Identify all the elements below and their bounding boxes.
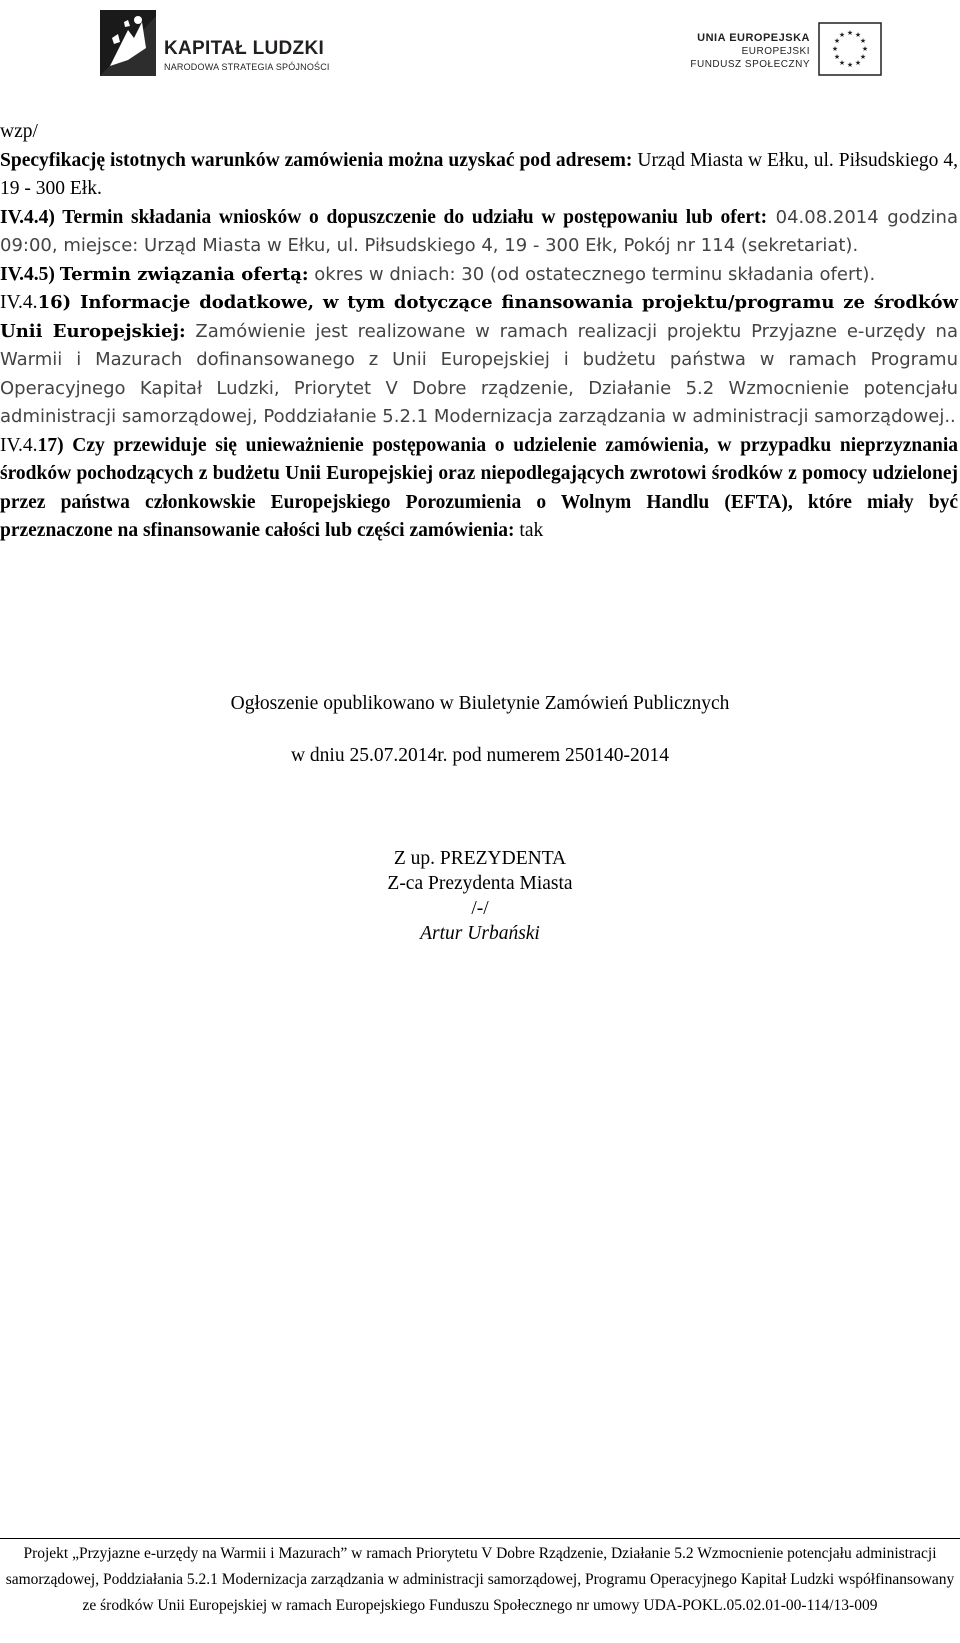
specification-heading: Specyfikację istotnych warunków zamówienia można uzyskać pod adresem: [0, 149, 633, 171]
paragraph-iv-4-5 [0, 261, 958, 290]
iv-4-16-prefix: IV.4. [0, 292, 38, 313]
iv-4-16-text: Zamówienie jest realizowane w ramach realizacji projektu Przyjazne e-urzędy na Warmii i Mazurach dofinansowanego z Unii Europejskiej i budżetu państwa w ramach Programu Operacyjnego Kapitał Ludzki, Priorytet V Dobre rządzenie, Działanie 5.2 Wzmocnienie potencjału administracji samorządowej, Poddziałanie 5.2.1 Modernizacja zarządzania w administracji samorządowej.. [0, 320, 958, 427]
svg-text:★: ★ [861, 45, 869, 53]
kapital-ludzki-subtitle: NARODOWA STRATEGIA SPÓJNOŚCI [164, 62, 330, 72]
iv-4-16-heading: 16) Informacje dodatkowe, w tym dotyczące finansowania projektu/programu ze środków Unii Europejskiej: [0, 292, 958, 342]
signature-name: Artur Urbański [420, 923, 540, 944]
svg-text:★: ★ [838, 59, 846, 67]
svg-text:★: ★ [854, 59, 862, 67]
signature-line-3: /-/ [471, 898, 489, 919]
kapital-ludzki-logo [98, 8, 338, 78]
svg-text:★: ★ [859, 53, 867, 61]
iv-4-17-heading: 17) Czy przewiduje się unieważnienie postępowania o udzielenie zamówienia, w przypadku nieprzyznania środków pochodzących z budżetu Unii Europejskiej oraz niepodlegających zwrotowi środków z pomocy udzielonej przez państwa członkowskie Europejskiego Porozumienia o Wolnym Handlu (EFTA), które miały być przeznaczone na sfinansowanie całości lub części zamówienia: [0, 434, 958, 541]
eu-flag-icon [818, 22, 882, 76]
iv-4-17-prefix: IV.4. [0, 434, 38, 456]
iv-4-5-heading: Termin związania ofertą: [59, 263, 309, 285]
ue-line-2: EUROPEJSKI [741, 46, 810, 57]
footer-text: Projekt „Przyjazne e-urzędy na Warmii i Mazurach” w ramach Priorytetu V Dobre Rządzenie, Działanie 5.2 Wzmocnienie potencjału administracji samorządowej, Poddziałania 5.2.1 Modernizacja zarządzania w administracji samorządowej, Programu Operacyjnego Kapitał Ludzki współfinansowany ze środków Unii Europejskiej w ramach Europejskiego Funduszu Społecznego nr umowy UDA-POKL.05.02.01-00-114/13-009 [5, 1545, 955, 1614]
signature-line-1: Z up. PREZYDENTA [393, 848, 567, 869]
ue-line-1: UNIA EUROPEJSKA [697, 32, 810, 44]
svg-text:★: ★ [859, 37, 867, 45]
iv-4-4-text: 04.08.2014 godzina 09:00, miejsce: Urząd Miasta w Ełku, ul. Piłsudskiego 4, 19 - 300 Ełk, Pokój nr 114 (sekretariat). [0, 206, 958, 256]
publication-line-2: w dniu 25.07.2014r. pod numerem 250140-2014 [290, 745, 670, 766]
iv-4-5-text: okres w dniach: 30 (od ostatecznego terminu składania ofert). [308, 263, 876, 285]
notice-body [0, 118, 958, 546]
page-footer [0, 1538, 960, 1619]
svg-text:★: ★ [838, 31, 846, 39]
svg-text:★: ★ [846, 29, 854, 37]
signature-line-2: Z-ca Prezydenta Miasta [387, 873, 573, 894]
paragraph-iv-4-16 [0, 289, 958, 432]
svg-text:★: ★ [833, 53, 841, 61]
svg-text:★: ★ [854, 31, 862, 39]
specification-address: Urząd Miasta w Ełku, ul. Piłsudskiego 4, 19 - 300 Ełk. [0, 149, 958, 199]
signature-block [0, 846, 960, 946]
iv-4-17-answer: tak [514, 520, 544, 541]
paragraph-iv-4-4 [0, 204, 958, 261]
svg-text:★: ★ [833, 37, 841, 45]
ue-logo-text [690, 32, 810, 71]
svg-text:★: ★ [831, 45, 839, 53]
iv-4-5-prefix: IV.4.5) [0, 263, 60, 285]
kapital-ludzki-title: KAPITAŁ LUDZKI [164, 38, 325, 59]
wzp-text: wzp/ [0, 121, 38, 142]
paragraph-specification [0, 147, 958, 204]
iv-4-4-heading: IV.4.4) Termin składania wniosków o dopuszczenie do udziału w postępowaniu lub ofert: [0, 206, 768, 228]
publication-line-1: Ogłoszenie opublikowano w Biuletynie Zamówień Publicznych [230, 693, 730, 714]
paragraph-iv-4-17 [0, 432, 958, 546]
svg-text:★: ★ [846, 61, 854, 69]
kapital-ludzki-emblem-icon [98, 8, 160, 78]
ue-line-3: FUNDUSZ SPOŁECZNY [690, 59, 810, 70]
header-logos [0, 0, 960, 90]
paragraph-wzp [0, 118, 958, 147]
ue-efs-logo [652, 22, 882, 82]
